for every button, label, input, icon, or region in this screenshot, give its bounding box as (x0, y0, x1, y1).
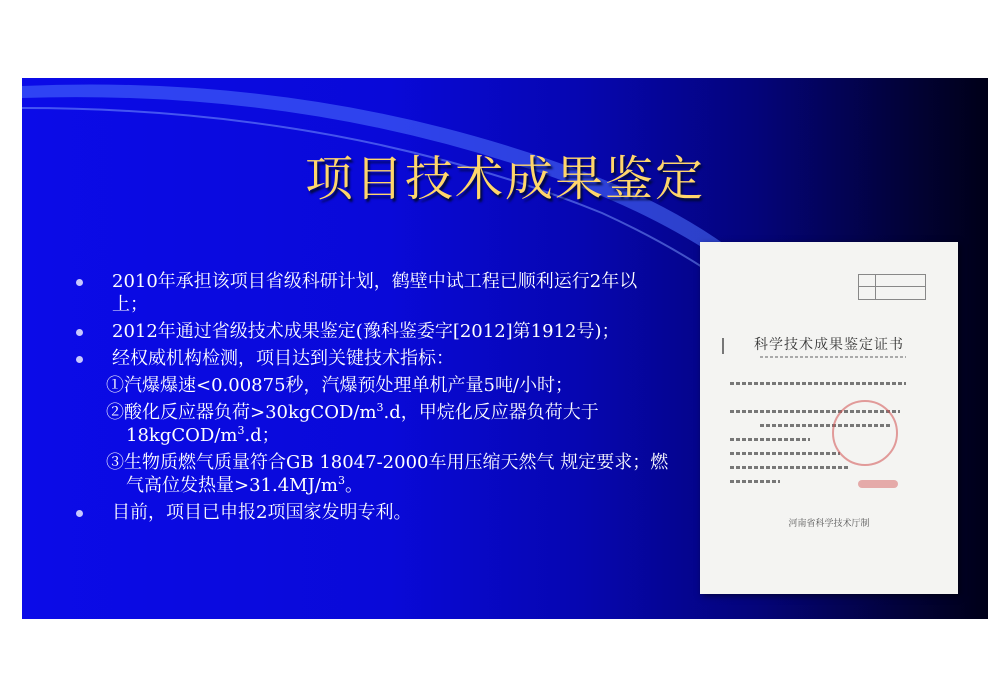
text-line (730, 382, 906, 385)
text-line (730, 452, 840, 455)
red-signature-stamp (858, 480, 898, 488)
indicator-text: .d； (244, 425, 280, 446)
bullet-text: 目前，项目已申报2项国家发明专利。 (112, 502, 412, 523)
bullet-text: 经权威机构检测，项目达到关键技术指标： (112, 348, 454, 369)
indicator-item (72, 374, 672, 397)
bullet-text: 2012年通过省级技术成果鉴定(豫科鉴委字[2012]第1912号)； (112, 321, 620, 342)
bullet-text: 2010年承担该项目省级科研计划，鹤壁中试工程已顺利运行2年以上； (112, 271, 638, 315)
bullet-dot-icon (76, 356, 83, 363)
text-line (730, 480, 780, 483)
serial-box (858, 274, 926, 300)
certificate-image (700, 242, 958, 594)
red-seal-stamp (832, 400, 898, 466)
superscript: 3 (237, 424, 245, 437)
certificate-number-line (760, 356, 906, 358)
slide (22, 78, 988, 619)
text-line (730, 438, 810, 441)
indicator-text: .d，甲烷化反应器负荷大于18kgCOD/m (126, 402, 599, 446)
bullet-dot-icon (76, 510, 83, 517)
certificate-title: 科学技术成果鉴定证书 (754, 337, 904, 353)
indicator-item (72, 451, 672, 497)
certificate-issuer: 河南省科学技术厅制 (788, 519, 870, 529)
indicator-text: ③生物质燃气质量符合GB 18047-2000车用压缩天然气 规定要求；燃气高位发热量>31.4MJ/m (106, 452, 669, 496)
indicator-text: ①汽爆爆速<0.00875秒，汽爆预处理单机产量5吨/小时； (106, 375, 574, 396)
slide-title: 项目技术成果鉴定 (304, 151, 705, 207)
bullet-item (72, 501, 672, 524)
bullet-item (72, 347, 672, 370)
indicator-item (72, 401, 672, 447)
bullet-dot-icon (76, 279, 83, 286)
indicator-text: ②酸化反应器负荷>30kgCOD/m (106, 402, 377, 423)
superscript: 3 (337, 474, 345, 487)
superscript: 3 (376, 401, 384, 414)
bullet-item (72, 320, 672, 343)
indicator-text: 。 (344, 475, 363, 496)
text-line (730, 466, 850, 469)
bullet-item (72, 270, 672, 316)
slide-body (72, 270, 672, 528)
bullet-dot-icon (76, 329, 83, 336)
